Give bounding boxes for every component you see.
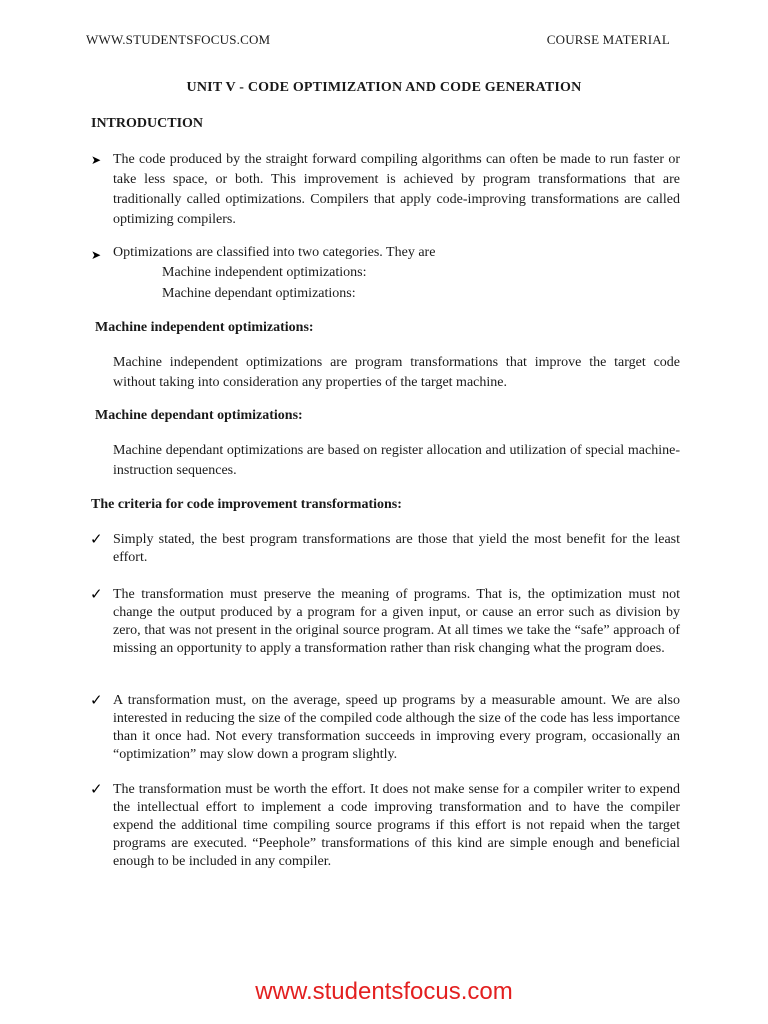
arrow-bullet-icon: ➤ xyxy=(91,153,102,167)
arrow-bullet-icon: ➤ xyxy=(91,248,102,262)
header-website: WWW.STUDENTSFOCUS.COM xyxy=(86,32,271,47)
criteria-heading: The criteria for code improvement transformations: xyxy=(91,497,402,512)
machine-independent-text: Machine independent optimizations are program transformations that improve the target code without taking into consideration any properties of the target machine. xyxy=(113,355,680,390)
checkmark-icon: ✓ xyxy=(90,532,103,548)
criteria-item-1: Simply stated, the best program transformations are those that yield the most benefit for the least effort. xyxy=(113,532,680,565)
category-machine-dependant: Machine dependant optimizations: xyxy=(162,286,356,301)
category-machine-independent: Machine independent optimizations: xyxy=(162,265,367,280)
unit-title: UNIT V - CODE OPTIMIZATION AND CODE GENERATION xyxy=(186,80,582,95)
criteria-item-4: The transformation must be worth the effort. It does not make sense for a compiler writer to expend the intellectual effort to implement a code improving transformation and to have the compiler expend the additional time compiling source programs if this effort is not repaid when the target programs are executed. “Peephole” transformations of this kind are simple enough and beneficial enough to be included in any compiler. xyxy=(113,782,680,869)
intro-paragraph-1: The code produced by the straight forward compiling algorithms can often be made to run faster or take less space, or both. This improvement is achieved by program transformations that are traditionally called optimizations. Compilers that apply code-improving transformations are called optimizing compilers. xyxy=(113,152,680,227)
checkmark-icon: ✓ xyxy=(90,587,103,603)
checkmark-icon: ✓ xyxy=(90,693,103,709)
header-course-material: COURSE MATERIAL xyxy=(546,32,670,47)
machine-dependant-text: Machine dependant optimizations are based on register allocation and utilization of special machine-instruction sequences. xyxy=(113,443,680,478)
checkmark-icon: ✓ xyxy=(90,782,103,798)
criteria-item-2: The transformation must preserve the meaning of programs. That is, the optimization must not change the output produced by a program for a given input, or cause an error such as division by zero, that was not present in the original source program. At all times we take the “safe” approach of missing an opportunity to apply a transformation rather than risk changing what the program does. xyxy=(113,587,680,656)
introduction-heading: INTRODUCTION xyxy=(91,116,204,131)
intro-paragraph-2: Optimizations are classified into two categories. They are xyxy=(113,245,436,260)
machine-dependant-heading: Machine dependant optimizations: xyxy=(95,408,303,423)
footer-website-link[interactable]: www.studentsfocus.com xyxy=(255,978,513,1005)
criteria-item-3: A transformation must, on the average, speed up programs by a measurable amount. We are also interested in reducing the size of the compiled code although the size of the code has less importance than it once had. Not every transformation succeeds in improving every program, occasionally an “optimization” may slow down a program slightly. xyxy=(113,693,680,762)
machine-independent-heading: Machine independent optimizations: xyxy=(95,320,314,335)
